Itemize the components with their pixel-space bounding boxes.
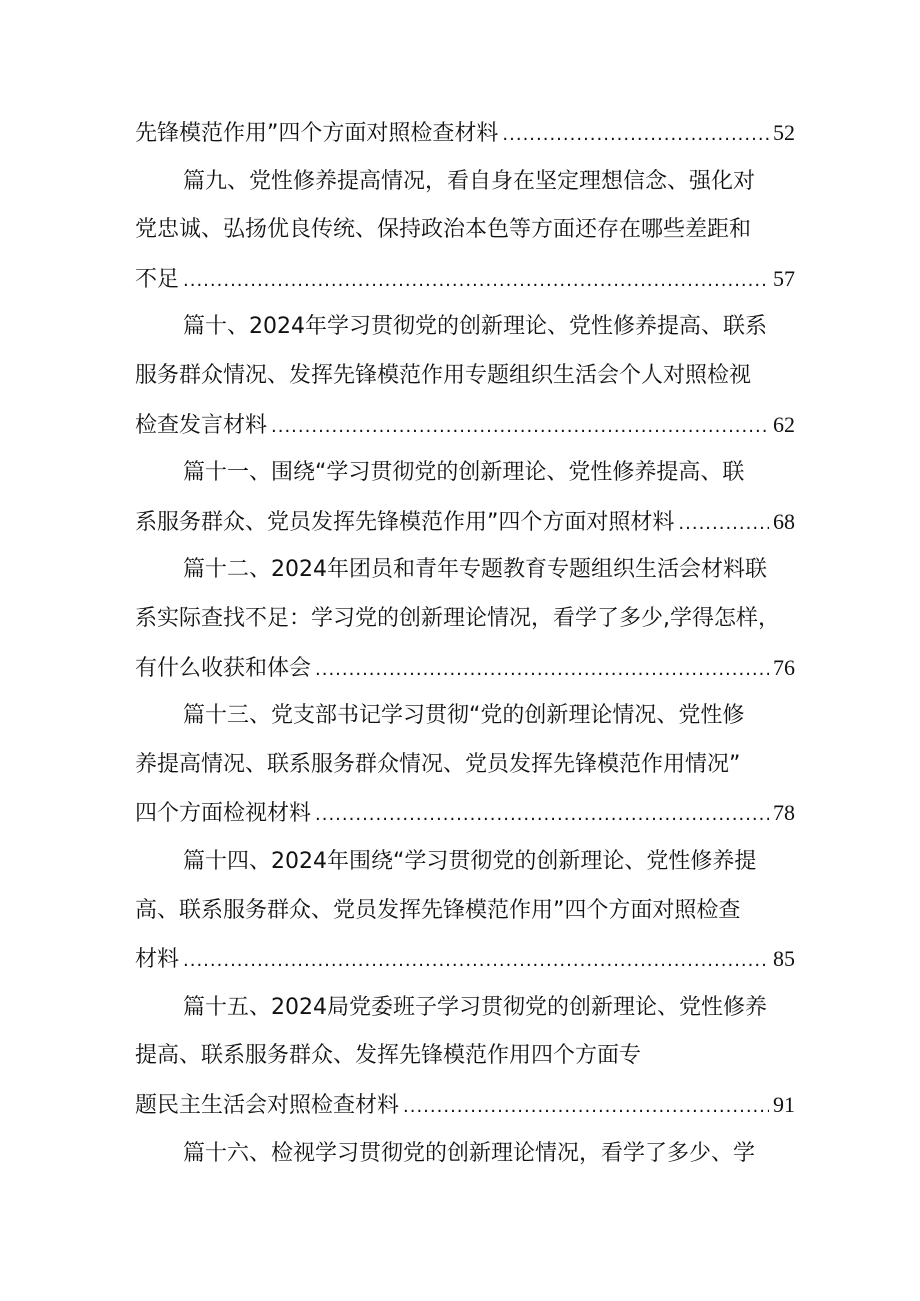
toc-entry-line [183, 991, 795, 1025]
toc-entry-text: 题民主生活会对照检查材料 [135, 1093, 400, 1118]
toc-dot-leader [271, 410, 769, 442]
toc-entry-line [135, 894, 795, 928]
toc-entry-line [183, 310, 795, 344]
toc-entry-line [135, 213, 795, 247]
toc-dot-leader [315, 798, 769, 830]
toc-entry-line [135, 1088, 795, 1122]
toc-entry-line [135, 651, 795, 685]
toc-entry-text: 篇十二、2024年团员和青年专题教育专题组织生活会材料联 [183, 557, 767, 583]
toc-page-number: 91 [773, 1092, 795, 1117]
toc-entry-line [135, 262, 795, 296]
toc-entry-text: 服务群众情况、发挥先锋模范作用专题组织生活会个人对照检视 [135, 363, 752, 388]
toc-page-number: 52 [773, 120, 795, 145]
toc-entry-line [183, 553, 795, 587]
toc-entry-text: 篇十三、党支部书记学习贯彻“党的创新理论情况、党性修 [183, 703, 745, 729]
toc-dot-leader [678, 507, 769, 539]
toc-dot-leader [183, 264, 769, 296]
toc-entry-text: 不足 [135, 266, 180, 292]
toc-entry-text: 党忠诚、弘扬优良传统、保持政治本色等方面还存在哪些差距和 [135, 217, 752, 243]
toc-dot-leader [315, 653, 769, 685]
toc-entry-text: 有什么收获和体会 [135, 655, 312, 681]
toc-page-number: 57 [773, 265, 795, 291]
toc-dot-leader [183, 944, 769, 976]
toc-entry-line [183, 845, 795, 879]
toc-entry-text: 篇十四、2024年围绕“学习贯彻党的创新理论、党性修养提 [183, 849, 757, 874]
toc-page-number: 62 [773, 411, 795, 437]
toc-entry-text: 篇十五、2024局党委班子学习贯彻党的创新理论、党性修养 [183, 994, 767, 1020]
toc-entry-text: 先锋模范作用”四个方面对照检查材料 [135, 121, 499, 146]
toc-entry-line [135, 796, 795, 830]
toc-page-number: 68 [773, 508, 795, 534]
toc-entry-text: 篇九、党性修养提高情况，看自身在坚定理想信念、强化对 [183, 168, 756, 194]
toc-entry-line [135, 505, 795, 539]
toc-entry-line [135, 1039, 795, 1073]
toc-entry-text: 材料 [135, 947, 180, 973]
toc-entry-line [183, 165, 795, 199]
toc-page-number: 76 [773, 654, 795, 680]
toc-entry-line [135, 116, 795, 150]
toc-entry-text: 篇十、2024年学习贯彻党的创新理论、党性修养提高、联系 [183, 314, 767, 340]
toc-entry-text: 检查发言材料 [135, 412, 268, 438]
toc-page-number: 78 [773, 800, 795, 826]
toc-entry-line [183, 456, 795, 490]
toc-entry-line [135, 602, 795, 636]
toc-entry-line [183, 699, 795, 733]
toc-dot-leader [502, 118, 769, 150]
toc-entry-text: 篇十一、围绕“学习贯彻党的创新理论、党性修养提高、联 [183, 460, 745, 486]
toc-entry-line [135, 359, 795, 393]
toc-entry-text: 四个方面检视材料 [135, 801, 312, 827]
toc-dot-leader [403, 1090, 769, 1122]
toc-entry-text: 系服务群众、党员发挥先锋模范作用”四个方面对照材料 [135, 509, 675, 535]
toc-entry-text: 提高、联系服务群众、发挥先锋模范作用四个方面专 [135, 1043, 642, 1069]
toc-entry-text: 篇十六、检视学习贯彻党的创新理论情况，看学了多少、学 [183, 1140, 756, 1166]
toc-entry-text: 养提高情况、联系服务群众情况、党员发挥先锋模范作用情况” [135, 751, 741, 777]
toc-entry-line [135, 942, 795, 976]
toc-entry-text: 系实际查找不足：学习党的创新理论情况，看学了多少,学得怎样， [135, 606, 780, 631]
toc-entry-text: 高、联系服务群众、党员发挥先锋模范作用”四个方面对照检查 [135, 897, 741, 923]
toc-entry-line [183, 1137, 795, 1171]
toc-page-number: 85 [773, 946, 795, 972]
toc-entry-line [135, 408, 795, 442]
toc-entry-line [135, 748, 795, 782]
